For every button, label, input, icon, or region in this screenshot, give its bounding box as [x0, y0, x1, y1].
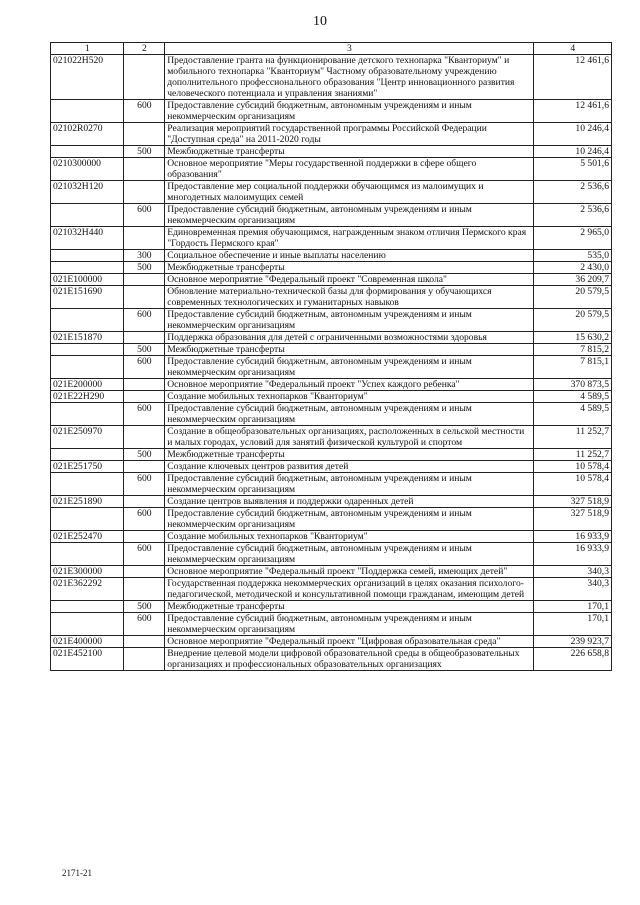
header-cell-name: 3 [165, 43, 534, 55]
row-amount: 36 209,7 [534, 274, 612, 286]
table-row [51, 449, 612, 461]
row-expense-type [124, 391, 165, 403]
header-cell-type: 2 [124, 43, 165, 55]
table-row [51, 262, 612, 274]
row-code [51, 250, 124, 262]
row-amount: 4 589,5 [534, 403, 612, 426]
table-row [51, 204, 612, 227]
row-code [51, 403, 124, 426]
row-expense-type [124, 379, 165, 391]
row-amount: 7 815,2 [534, 344, 612, 356]
row-name: Межбюджетные трансферты [165, 601, 534, 613]
table-row [51, 250, 612, 262]
row-expense-type: 500 [124, 601, 165, 613]
row-name: Создание мобильных технопарков "Кванториум" [165, 531, 534, 543]
row-amount: 10 246,4 [534, 146, 612, 158]
row-amount: 10 578,4 [534, 461, 612, 473]
row-name: Предоставление субсидий бюджетным, автономным учреждениям и иным некоммерческим организациям [165, 613, 534, 636]
table-row [51, 344, 612, 356]
table-row [51, 158, 612, 181]
row-code: 021Е250970 [51, 426, 124, 449]
row-name: Государственная поддержка некоммерческих организаций в целях оказания психолого-педагогической, методической и консультативной помощи гражданам, имеющим детей [165, 578, 534, 601]
row-expense-type [124, 227, 165, 250]
table-row [51, 601, 612, 613]
header-cell-amount: 4 [534, 43, 612, 55]
row-name: Предоставление субсидий бюджетным, автономным учреждениям и иным некоммерческим организациям [165, 403, 534, 426]
row-expense-type [124, 181, 165, 204]
row-expense-type [124, 496, 165, 508]
row-name: Предоставление гранта на функционирование детского технопарка "Кванториум" и мобильного технопарка "Кванториум" Частному образовательному учреждению дополнительного профессионального образования "Центр инновационного развития человеческого потенциала и управления знаниями" [165, 55, 534, 100]
row-code: 021Е452100 [51, 648, 124, 671]
row-expense-type [124, 566, 165, 578]
row-code: 021032Н440 [51, 227, 124, 250]
table-row [51, 146, 612, 158]
row-expense-type: 500 [124, 262, 165, 274]
table-row [51, 379, 612, 391]
table-row [51, 566, 612, 578]
row-expense-type: 600 [124, 204, 165, 227]
row-amount: 226 658,8 [534, 648, 612, 671]
row-amount: 20 579,5 [534, 309, 612, 332]
row-amount: 239 923,7 [534, 636, 612, 648]
row-amount: 370 873,5 [534, 379, 612, 391]
table-row [51, 123, 612, 146]
row-expense-type [124, 578, 165, 601]
row-name: Создание в общеобразовательных организациях, расположенных в сельской местности и малых городах, условий для занятий физической культурой и спортом [165, 426, 534, 449]
row-amount: 12 461,6 [534, 100, 612, 123]
row-code [51, 204, 124, 227]
table-header-row [51, 43, 612, 55]
row-amount: 16 933,9 [534, 531, 612, 543]
table-row [51, 274, 612, 286]
table-row [51, 496, 612, 508]
row-amount: 16 933,9 [534, 543, 612, 566]
table-row [51, 578, 612, 601]
row-name: Социальное обеспечение и иные выплаты населению [165, 250, 534, 262]
row-code: 021Е362292 [51, 578, 124, 601]
row-code: 021Е252470 [51, 531, 124, 543]
table-row [51, 332, 612, 344]
row-name: Предоставление субсидий бюджетным, автономным учреждениям и иным некоммерческим организациям [165, 309, 534, 332]
table-row [51, 461, 612, 473]
row-amount: 340,3 [534, 566, 612, 578]
row-expense-type [124, 332, 165, 344]
row-name: Предоставление субсидий бюджетным, автономным учреждениям и иным некоммерческим организациям [165, 508, 534, 531]
table-row [51, 473, 612, 496]
table-row [51, 531, 612, 543]
row-expense-type: 500 [124, 449, 165, 461]
row-expense-type [124, 636, 165, 648]
row-code: 021Е400000 [51, 636, 124, 648]
row-code: 02102R0270 [51, 123, 124, 146]
row-expense-type: 500 [124, 146, 165, 158]
row-amount: 15 630,2 [534, 332, 612, 344]
row-code [51, 613, 124, 636]
row-name: Создание центров выявления и поддержки одаренных детей [165, 496, 534, 508]
row-expense-type: 600 [124, 543, 165, 566]
row-expense-type [124, 123, 165, 146]
row-expense-type: 600 [124, 100, 165, 123]
row-name: Предоставление субсидий бюджетным, автономным учреждениям и иным некоммерческим организациям [165, 473, 534, 496]
row-name: Обновление материально-технической базы для формирования у обучающихся современных технологических и гуманитарных навыков [165, 286, 534, 309]
row-name: Единовременная премия обучающимся, награжденным знаком отличия Пермского края "Гордость Пермского края" [165, 227, 534, 250]
row-expense-type: 600 [124, 613, 165, 636]
table-row [51, 613, 612, 636]
row-code [51, 146, 124, 158]
row-name: Реализация мероприятий государственной программы Российской Федерации "Доступная среда" на 2011-2020 годы [165, 123, 534, 146]
row-code: 0210300000 [51, 158, 124, 181]
table-row [51, 636, 612, 648]
row-amount: 2 430,0 [534, 262, 612, 274]
row-expense-type [124, 531, 165, 543]
row-amount: 7 815,1 [534, 356, 612, 379]
row-amount: 2 536,6 [534, 181, 612, 204]
row-amount: 4 589,5 [534, 391, 612, 403]
table-row [51, 403, 612, 426]
row-amount: 12 461,6 [534, 55, 612, 100]
row-code: 021Е251890 [51, 496, 124, 508]
table-row [51, 426, 612, 449]
budget-table [50, 42, 612, 671]
row-code: 021Е22Н290 [51, 391, 124, 403]
table-row [51, 181, 612, 204]
table-row [51, 100, 612, 123]
row-name: Создание мобильных технопарков "Кванториум" [165, 391, 534, 403]
row-expense-type: 600 [124, 473, 165, 496]
table-row [51, 55, 612, 100]
row-code: 021Е251750 [51, 461, 124, 473]
row-amount: 11 252,7 [534, 426, 612, 449]
row-expense-type [124, 648, 165, 671]
row-code [51, 543, 124, 566]
row-expense-type: 600 [124, 309, 165, 332]
footer-document-code: 2171-21 [62, 868, 92, 878]
row-expense-type: 600 [124, 403, 165, 426]
page-number: 10 [313, 14, 327, 29]
row-amount: 340,3 [534, 578, 612, 601]
row-code [51, 449, 124, 461]
row-expense-type [124, 461, 165, 473]
row-expense-type [124, 286, 165, 309]
row-amount: 327 518,9 [534, 496, 612, 508]
row-name: Основное мероприятие "Федеральный проект "Поддержка семей, имеющих детей" [165, 566, 534, 578]
table-row [51, 227, 612, 250]
row-amount: 10 246,4 [534, 123, 612, 146]
row-name: Предоставление субсидий бюджетным, автономным учреждениям и иным некоммерческим организациям [165, 204, 534, 227]
row-name: Внедрение целевой модели цифровой образовательной среды в общеобразовательных организациях и профессиональных образовательных организациях [165, 648, 534, 671]
row-name: Предоставление субсидий бюджетным, автономным учреждениям и иным некоммерческим организациям [165, 543, 534, 566]
row-code: 021Е151870 [51, 332, 124, 344]
row-code: 021032Н120 [51, 181, 124, 204]
row-amount: 2 536,6 [534, 204, 612, 227]
row-code: 021Е200000 [51, 379, 124, 391]
row-name: Основное мероприятие "Федеральный проект "Успех каждого ребенка" [165, 379, 534, 391]
row-name: Основное мероприятие "Федеральный проект "Цифровая образовательная среда" [165, 636, 534, 648]
row-code [51, 473, 124, 496]
row-name: Предоставление субсидий бюджетным, автономным учреждениям и иным некоммерческим организациям [165, 100, 534, 123]
header-cell-code: 1 [51, 43, 124, 55]
row-code [51, 262, 124, 274]
row-amount: 10 578,4 [534, 473, 612, 496]
row-code [51, 309, 124, 332]
row-name: Поддержка образования для детей с ограниченными возможностями здоровья [165, 332, 534, 344]
table-row [51, 356, 612, 379]
row-name: Основное мероприятие "Меры государственной поддержки в сфере общего образования" [165, 158, 534, 181]
row-code [51, 356, 124, 379]
row-code: 021022H520 [51, 55, 124, 100]
row-code [51, 100, 124, 123]
row-code [51, 344, 124, 356]
row-amount: 20 579,5 [534, 286, 612, 309]
table-row [51, 391, 612, 403]
row-amount: 170,1 [534, 601, 612, 613]
row-name: Предоставление субсидий бюджетным, автономным учреждениям и иным некоммерческим организациям [165, 356, 534, 379]
row-code [51, 601, 124, 613]
row-amount: 535,0 [534, 250, 612, 262]
row-expense-type [124, 158, 165, 181]
row-amount: 327 518,9 [534, 508, 612, 531]
row-code: 021Е151690 [51, 286, 124, 309]
row-name: Межбюджетные трансферты [165, 262, 534, 274]
row-expense-type: 500 [124, 344, 165, 356]
table-row [51, 309, 612, 332]
row-code: 021Е100000 [51, 274, 124, 286]
row-code: 021Е300000 [51, 566, 124, 578]
row-expense-type [124, 426, 165, 449]
row-amount: 2 965,0 [534, 227, 612, 250]
row-code [51, 508, 124, 531]
row-name: Создание ключевых центров развития детей [165, 461, 534, 473]
row-expense-type: 600 [124, 508, 165, 531]
row-amount: 170,1 [534, 613, 612, 636]
row-amount: 5 501,6 [534, 158, 612, 181]
table-row [51, 286, 612, 309]
row-amount: 11 252,7 [534, 449, 612, 461]
table-row [51, 648, 612, 671]
row-name: Межбюджетные трансферты [165, 344, 534, 356]
row-name: Предоставление мер социальной поддержки обучающимся из малоимущих и многодетных малоимущих семей [165, 181, 534, 204]
row-expense-type: 600 [124, 356, 165, 379]
table-row [51, 543, 612, 566]
row-name: Межбюджетные трансферты [165, 146, 534, 158]
row-expense-type: 300 [124, 250, 165, 262]
row-name: Межбюджетные трансферты [165, 449, 534, 461]
row-expense-type [124, 274, 165, 286]
table-row [51, 508, 612, 531]
row-name: Основное мероприятие "Федеральный проект "Современная школа" [165, 274, 534, 286]
row-expense-type [124, 55, 165, 100]
